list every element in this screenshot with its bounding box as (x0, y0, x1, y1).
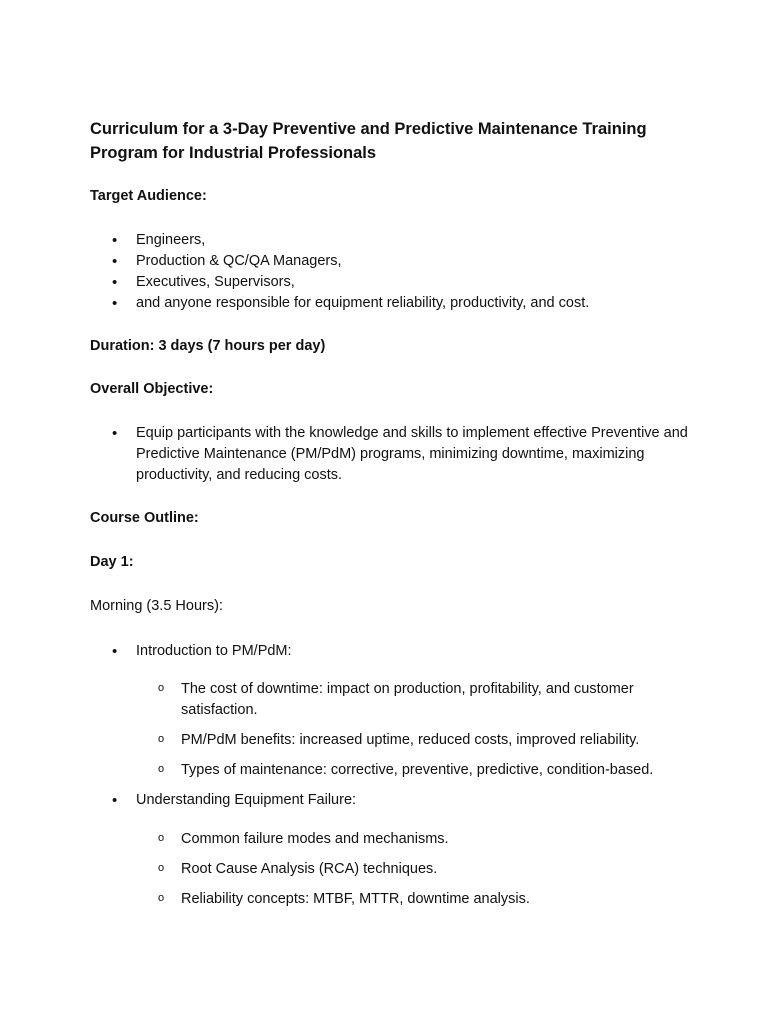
list-item: • and anyone responsible for equipment reliability, productivity, and cost. (90, 293, 690, 314)
topic-label: Understanding Equipment Failure: (136, 792, 357, 808)
session-label: Morning (3.5 Hours): (90, 598, 223, 614)
list-item: • Production & QC/QA Managers, (90, 251, 690, 272)
target-audience-list (90, 230, 690, 314)
duration-heading: Duration: 3 days (7 hours per day) (90, 338, 326, 354)
day1-topics (90, 641, 690, 910)
subtopic-list (136, 829, 690, 910)
subtopic-item: o Root Cause Analysis (RCA) techniques. (90, 859, 690, 880)
subtopic-item: o PM/PdM benefits: increased uptime, reduced costs, improved reliability. (90, 730, 690, 751)
subtopic-item: o Reliability concepts: MTBF, MTTR, downtime analysis. (90, 889, 690, 910)
list-item: • Engineers, (90, 230, 690, 251)
document-title: Curriculum for a 3-Day Preventive and Predictive Maintenance Training Program for Industrial Professionals (90, 120, 647, 162)
target-audience-heading: Target Audience: (90, 188, 207, 204)
topic-label: Introduction to PM/PdM: (136, 643, 292, 659)
list-item: • Equip participants with the knowledge and skills to implement effective Preventive and Predictive Maintenance (PM/PdM) programs, minimizing downtime, maximizing productivity, and reducing costs. (90, 423, 690, 486)
objective-heading: Overall Objective: (90, 381, 214, 397)
document-content (90, 117, 690, 910)
subtopic-list (136, 679, 690, 781)
subtopic-item: o The cost of downtime: impact on production, profitability, and customer satisfaction. (90, 679, 690, 721)
topic-item (90, 641, 690, 781)
subtopic-item: o Common failure modes and mechanisms. (90, 829, 690, 850)
day1-heading: Day 1: (90, 554, 134, 570)
subtopic-item: o Types of maintenance: corrective, preventive, predictive, condition-based. (90, 760, 690, 781)
objective-list (90, 423, 690, 486)
list-item: • Executives, Supervisors, (90, 272, 690, 293)
topic-item (90, 790, 690, 910)
course-outline-heading: Course Outline: (90, 510, 199, 526)
